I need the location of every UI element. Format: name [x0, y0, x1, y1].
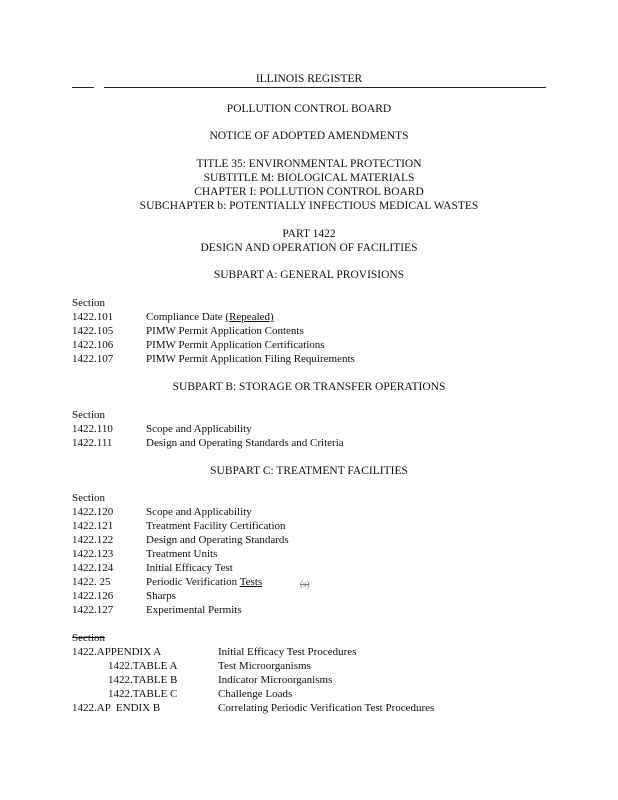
section-title: PIMW Permit Application Contents [146, 325, 304, 337]
section-title: Initial Efficacy Test [146, 562, 233, 574]
header-rule-right [104, 87, 546, 88]
section-title: PIMW Permit Application Filing Requirements [146, 353, 355, 365]
section-title: Experimental Permits [146, 604, 242, 616]
section-number: 1422.106 [72, 339, 114, 351]
section-number: 1422. 25 [72, 576, 111, 588]
struck-text: (s) [300, 579, 310, 589]
section-label: Section [72, 492, 105, 504]
part-title: DESIGN AND OPERATION OF FACILITIES [200, 242, 418, 254]
struck-section-label: Section [72, 632, 105, 644]
section-number: 1422.124 [72, 562, 114, 574]
section-title: Treatment Units [146, 548, 218, 560]
section-number: 1422.121 [72, 520, 114, 532]
appendix-title: Initial Efficacy Test Procedures [218, 646, 357, 658]
header-rule-left [72, 87, 94, 88]
register-title: ILLINOIS REGISTER [255, 73, 363, 85]
table-number: 1422.TABLE C [108, 688, 178, 700]
appendix-number: 1422.AP ENDIX B [72, 702, 161, 714]
section-number: 1422.110 [72, 423, 113, 435]
section-title: Design and Operating Standards [146, 534, 289, 546]
section-title: Sharps [146, 590, 176, 602]
added-text: Tests [239, 576, 263, 588]
notice-heading: NOTICE OF ADOPTED AMENDMENTS [209, 130, 409, 142]
table-number: 1422.TABLE A [108, 660, 178, 672]
table-title: Test Microorganisms [218, 660, 311, 672]
table-title: Challenge Loads [218, 688, 293, 700]
section-title: Periodic Verification Tests [146, 576, 263, 588]
section-number: 1422.105 [72, 325, 114, 337]
section-number: 1422.126 [72, 590, 114, 602]
appendix-title: Correlating Periodic Verification Test Procedures [218, 702, 435, 714]
table-number: 1422.TABLE B [108, 674, 178, 686]
section-number: 1422.101 [72, 311, 114, 323]
section-title: Scope and Applicability [146, 506, 252, 518]
section-title: Compliance Date (Repealed) [146, 311, 274, 323]
section-title: Design and Operating Standards and Criteria [146, 437, 344, 449]
section-number: 1422.123 [72, 548, 114, 560]
subpart-a-heading: SUBPART A: GENERAL PROVISIONS [213, 269, 405, 281]
section-title: PIMW Permit Application Certifications [146, 339, 325, 351]
subchapter-line: SUBCHAPTER b: POTENTIALLY INFECTIOUS MEDICAL WASTES [139, 200, 479, 212]
subtitle-line: SUBTITLE M: BIOLOGICAL MATERIALS [203, 172, 415, 184]
section-title: Treatment Facility Certification [146, 520, 286, 532]
chapter-line: CHAPTER I: POLLUTION CONTROL BOARD [194, 186, 424, 198]
section-title: Scope and Applicability [146, 423, 252, 435]
subpart-b-heading: SUBPART B: STORAGE OR TRANSFER OPERATIONS [172, 381, 446, 393]
section-number: 1422.120 [72, 506, 114, 518]
section-number: 1422.122 [72, 534, 114, 546]
board-name: POLLUTION CONTROL BOARD [226, 103, 392, 115]
section-number: 1422.127 [72, 604, 114, 616]
section-label: Section [72, 409, 105, 421]
table-title: Indicator Microorganisms [218, 674, 333, 686]
section-number: 1422.107 [72, 353, 114, 365]
subpart-c-heading: SUBPART C: TREATMENT FACILITIES [210, 465, 408, 477]
section-number: 1422.111 [72, 437, 113, 449]
repealed-note: (Repealed) [225, 311, 274, 323]
part-number: PART 1422 [282, 228, 336, 240]
appendix-number: 1422.APPENDIX A [72, 646, 162, 658]
title-line: TITLE 35: ENVIRONMENTAL PROTECTION [196, 158, 422, 170]
section-label: Section [72, 297, 105, 309]
